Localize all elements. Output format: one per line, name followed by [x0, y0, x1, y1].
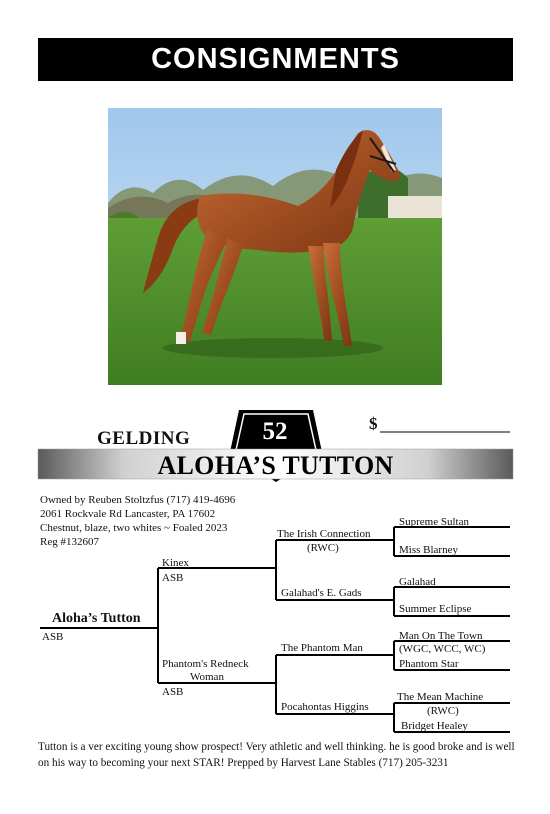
registration-line: Reg #132607	[40, 536, 99, 548]
pedigree-dam-name-line2: Woman	[190, 671, 224, 683]
pedigree-sire-dam-name: Galahad's E. Gads	[281, 587, 362, 599]
pedigree-sire-sire-name: The Irish Connection	[277, 528, 371, 540]
pedigree-subject-breed: ASB	[42, 631, 64, 643]
pedigree-g3-name: Summer Eclipse	[399, 603, 472, 615]
address-line: 2061 Rockvale Rd Lancaster, PA 17602	[40, 508, 216, 520]
pedigree-g3-name: The Mean Machine	[397, 691, 484, 703]
pedigree-g3-name: Supreme Sultan	[399, 516, 469, 528]
pedigree-g3-name: Phantom Star	[399, 658, 459, 670]
pedigree-subject-name: Aloha’s Tutton	[52, 611, 141, 626]
horse-name-banner: ALOHA’S TUTTON	[157, 451, 394, 480]
pedigree-g3-title: (WGC, WCC, WC)	[399, 643, 486, 655]
pedigree-dam-sire-name: The Phantom Man	[281, 642, 363, 654]
pedigree-g3-title: (RWC)	[427, 705, 459, 717]
pedigree-g3-name: Man On The Town	[399, 630, 483, 642]
sex-label: GELDING	[97, 428, 191, 449]
pedigree-sire-sire-title: (RWC)	[307, 542, 339, 554]
pedigree-sire-name: Kinex	[162, 557, 189, 569]
pedigree-g3-name: Bridget Healey	[401, 720, 468, 732]
pedigree-dam-breed: ASB	[162, 686, 184, 698]
pedigree-dam-name: Phantom's Redneck	[162, 658, 249, 670]
pedigree-g3-name: Galahad	[399, 576, 436, 588]
price-field-label: $	[369, 414, 378, 433]
description-line: Chestnut, blaze, two whites ~ Foaled 2023	[40, 522, 228, 534]
page-title: CONSIGNMENTS	[151, 43, 400, 75]
owner-line: Owned by Reuben Stoltzfus (717) 419-4696	[40, 494, 236, 506]
pedigree-sire-breed: ASB	[162, 572, 184, 584]
lot-number: 52	[262, 418, 288, 445]
pedigree-g3-name: Miss Blarney	[399, 544, 458, 556]
horse-description: Tutton is a ver exciting young show prospect! Very athletic and well thinking. he is good broke and is well on his way to becoming your next STAR! Prepped by Harvest Lane Stables (717) 205-3231	[38, 741, 515, 769]
pedigree-dam-dam-name: Pocahontas Higgins	[281, 701, 369, 713]
